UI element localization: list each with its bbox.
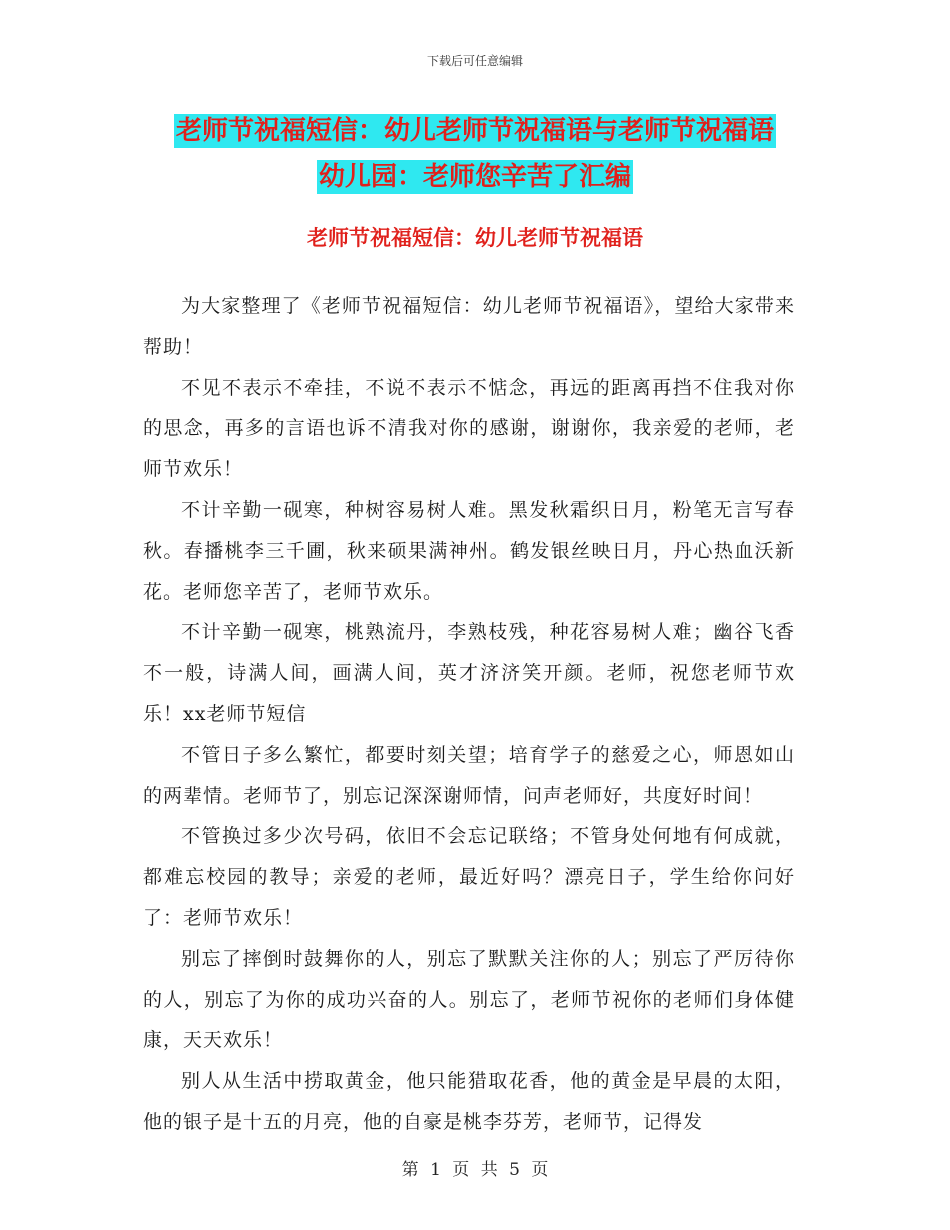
paragraph: 别人从生活中捞取黄金，他只能猎取花香，他的黄金是早晨的太阳，他的银子是十五的月亮，他的自豪是桃李芬芳，老师节，记得发 bbox=[143, 1070, 795, 1133]
body-text bbox=[143, 286, 795, 1143]
paragraph: 不管日子多么繁忙，都要时刻关望；培育学子的慈爱之心，师恩如山的两辈情。老师节了，别忘记深深谢师情，问声老师好，共度好时间！ bbox=[143, 743, 795, 807]
paragraph: 不计辛勤一砚寒，种树容易树人难。黑发秋霜织日月，粉笔无言写春秋。春播桃李三千圃，秋来硕果满神州。鹤发银丝映日月，丹心热血沃新花。老师您辛苦了，老师节欢乐。 bbox=[143, 498, 795, 603]
header-note: 下载后可任意编辑 bbox=[426, 54, 523, 68]
paragraph: 别忘了摔倒时鼓舞你的人，别忘了默默关注你的人；别忘了严厉待你的人，别忘了为你的成功兴奋的人。别忘了，老师节祝你的老师们身体健康，天天欢乐！ bbox=[143, 947, 795, 1052]
paragraph: 不管换过多少次号码，依旧不会忘记联络；不管身处何地有何成就，都难忘校园的教导；亲爱的老师，最近好吗？漂亮日子，学生给你问好了：老师节欢乐！ bbox=[143, 825, 795, 929]
page-footer: 第 1 页 共 5 页 bbox=[401, 1160, 549, 1180]
main-title-line-2: 幼儿园：老师您辛苦了汇编 bbox=[318, 162, 631, 192]
section-subtitle: 老师节祝福短信：幼儿老师节祝福语 bbox=[307, 226, 643, 250]
paragraph: 为大家整理了《老师节祝福短信：幼儿老师节祝福语》，望给大家带来帮助！ bbox=[143, 295, 795, 358]
paragraph: 不见不表示不牵挂，不说不表示不惦念，再远的距离再挡不住我对你的思念，再多的言语也诉不清我对你的感谢，谢谢你，我亲爱的老师，老师节欢乐！ bbox=[143, 376, 795, 481]
main-title-line-1: 老师节祝福短信：幼儿老师节祝福语与老师节祝福语 bbox=[175, 116, 774, 146]
paragraph: 不计辛勤一砚寒，桃熟流丹，李熟枝残，种花容易树人难；幽谷飞香不一般，诗满人间，画满人间，英才济济笑开颜。老师，祝您老师节欢乐！xx老师节短信 bbox=[143, 621, 795, 725]
